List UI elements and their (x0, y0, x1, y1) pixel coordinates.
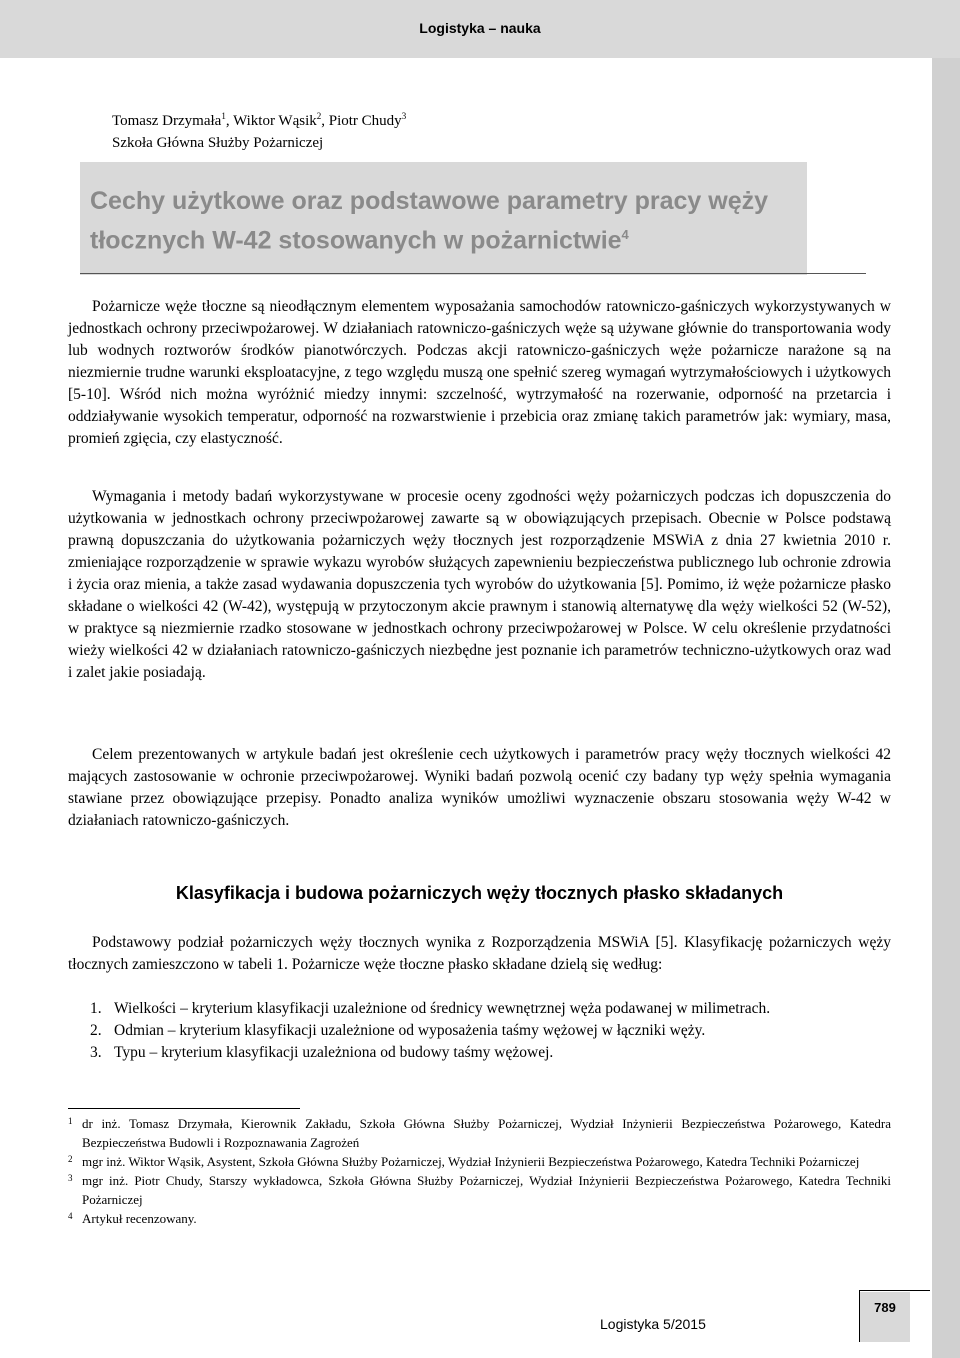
paragraph (68, 744, 891, 832)
list-text: Wielkości – kryterium klasyfikacji uzależnione od średnicy wewnętrznej węża podawanej w milimetrach. (114, 1000, 771, 1017)
paragraph (68, 932, 891, 976)
side-bar (932, 58, 960, 1358)
footnote-number: 2 (68, 1154, 73, 1164)
author-sup: 2 (316, 111, 322, 121)
list-text: Typu – kryterium klasyfikacji uzależniona od budowy taśmy wężowej. (114, 1044, 554, 1061)
paragraph-text: Celem prezentowanych w artykule badań jest określenie cech użytkowych i parametrów pracy węży tłocznych wielkości 42 mających zastosowanie w ochronie przeciwpożarowej. Wyniki badań pozwolą ocenić czy badany typ węży spełnia wymagania stawiane przez obowiązujące przepisy. Ponadto analiza wyników umożliwi wyznaczenie obszaru stosowania węży W-42 w działaniach ratowniczo-gaśniczych. (68, 746, 891, 829)
list-item (90, 998, 891, 1020)
footnote-rule (68, 1108, 300, 1109)
page-number: 789 (874, 1300, 896, 1315)
paragraph (68, 296, 891, 450)
author-sup: 1 (221, 111, 226, 121)
affiliation: Szkoła Główna Służby Pożarniczej (112, 135, 324, 151)
author-names: Tomasz Drzymała$^1$, Wiktor Wąsik$^2$, Piotr Chudy$^3$ (112, 111, 407, 129)
page-box-topline (860, 1290, 930, 1291)
section-heading: Klasyfikacja i budowa pożarniczych węży tłocznych płasko składanych (175, 883, 784, 903)
footnote-number: 1 (68, 1116, 73, 1126)
list-item (90, 1020, 891, 1042)
footnote (68, 1171, 891, 1209)
classification-list (90, 998, 891, 1064)
footnote-number: 3 (68, 1173, 73, 1183)
title-line (90, 218, 810, 257)
running-header: Logistyka – nauka (419, 20, 541, 36)
list-number: 1. (90, 1000, 102, 1017)
journal-footer: Logistyka 5/2015 (600, 1316, 706, 1332)
footnote (68, 1152, 891, 1171)
title-rule (80, 273, 866, 274)
footnote-number: 4 (68, 1211, 73, 1221)
article-title (90, 184, 810, 257)
title-line-text: tłocznych W-42 stosowanych w pożarnictwie (90, 226, 622, 255)
author-name: Tomasz Drzymała (112, 113, 222, 129)
list-text: Odmian – kryterium klasyfikacji uzależnione od wyposażenia taśmy wężowej w łączniki węży. (114, 1022, 706, 1039)
footnote-text: Artykuł recenzowany. (82, 1211, 197, 1226)
author-name: Wiktor Wąsik (233, 113, 317, 129)
author-name: Piotr Chudy (328, 113, 402, 129)
footnotes (68, 1114, 891, 1228)
authors-block (112, 105, 406, 154)
paragraph-text: Wymagania i metody badań wykorzystywane w procesie oceny zgodności węży pożarniczych podczas ich dopuszczenia do użytkowania w jednostkach ochrony przeciwpożarowej zawarte są w obowiązujących przepisach. Obecnie w Polsce podstawą prawną dopuszczania do użytkowania pożarniczych węży tłocznych jest rozporządzenie MSWiA z dnia 27 kwietnia 2010 r. zmieniające rozporządzenie w sprawie wykazu wyrobów służących zapewnieniu bezpieczeństwa publicznego lub ochronie zdrowia i życia oraz mienia, a także zasad wydawania dopuszczenia tych wyrobów do użytkowania [5]. Pomimo, iż węże pożarnicze płasko składane o wielkości 42 (W-42), występują w przytoczonym akcie prawnym i stanowią alternatywę dla węży wielkości 52 (W-52), w praktyce są niezmiernie rzadko stosowane w jednostkach ochrony przeciwpożarowej w Polsce. W celu określenie przydatności wieży wielkości 42 w działaniach ratowniczo-gaśniczych niezbędne jest poznanie ich parametrów techniczno-użytkowych oraz wad i zalet jakie posiadają. (68, 488, 891, 681)
title-line: Cechy użytkowe oraz podstawowe parametry pracy węży (90, 187, 769, 215)
author-sup: 3 (401, 111, 407, 121)
footnote-text: mgr inż. Wiktor Wąsik, Asystent, Szkoła Główna Służby Pożarniczej, Wydział Inżynierii Bezpieczeństwa Pożarowego, Katedra Techniki Pożarniczej (82, 1154, 860, 1169)
paragraph-text: Podstawowy podział pożarniczych węży tłocznych wynika z Rozporządzenia MSWiA [5]. Klasyfikację pożarniczych węży tłocznych zamieszczono w tabeli 1. Pożarnicze węże tłoczne płasko składane dzielą się według: (68, 934, 891, 973)
footnote-text: dr inż. Tomasz Drzymała, Kierownik Zakładu, Szkoła Główna Służby Pożarniczej, Wydział Inżynierii Bezpieczeństwa Pożarowego, Katedra Bezpieczeństwa Budowli i Rozpoznawania Zagrożeń (82, 1116, 891, 1150)
footnote (68, 1209, 891, 1228)
footnote (68, 1114, 891, 1152)
title-sup: 4 (621, 227, 629, 242)
paragraph-text: Pożarnicze węże tłoczne są nieodłącznym elementem wyposażania samochodów ratowniczo-gaśniczych wykorzystywanych w jednostkach ochrony przeciwpożarowej. W działaniach ratowniczo-gaśniczych węże są używane głównie do transportowania wody lub wodnych roztworów środków pianotwórczych. Podczas akcji ratowniczo-gaśniczych węże pożarnicze narażone są na niezmiernie trudne warunki eksploatacyjne, z tego względu muszą one spełnić szereg wymagań wytrzymałościowych i użytkowych [5-10]. Wśród nich można wyróżnić miedzy innymi: szczelność, wytrzymałość na rozerwanie, odporność na przetarcia i oddziaływanie wysokich temperatur, odporność na rozwarstwienie i przebicia oraz zmianę takich parametrów jak: wymiary, masa, promień zgięcia, czy elastyczność. (68, 298, 891, 447)
list-number: 3. (90, 1044, 102, 1061)
list-number: 2. (90, 1022, 102, 1039)
footnote-text: mgr inż. Piotr Chudy, Starszy wykładowca, Szkoła Główna Służby Pożarniczej, Wydział Inżynierii Bezpieczeństwa Pożarowego, Katedra Techniki Pożarniczej (82, 1173, 891, 1207)
list-item (90, 1042, 891, 1064)
paragraph (68, 486, 891, 684)
